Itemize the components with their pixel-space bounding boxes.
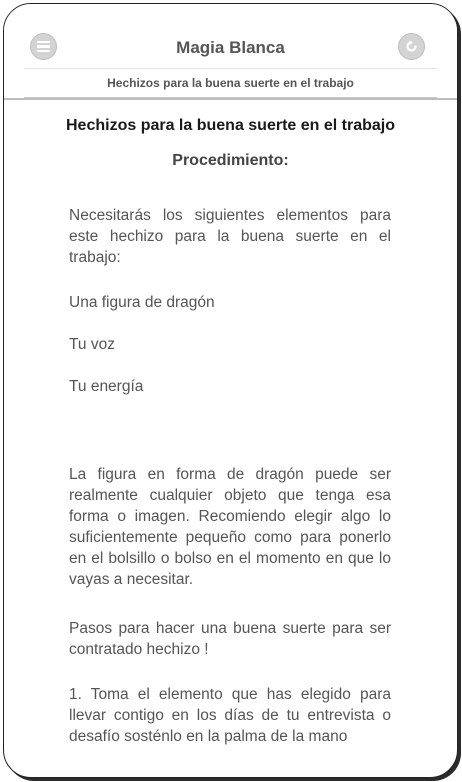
section-heading: Procedimiento: — [172, 152, 289, 169]
article-paragraph: La figura en forma de dragón puede ser realmente cualquier objeto que tenga esa forma o imagen. Recomiendo elegir algo lo suficientemente pequeño como para ponerlo en el bolsillo o bolso en el momento en que lo vayas a necesitar. — [69, 466, 391, 588]
article-paragraph: Una figura de dragón — [69, 294, 215, 311]
article-content[interactable] — [4, 100, 457, 755]
article-title: Hechizos para la buena suerte en el trabajo — [66, 117, 395, 134]
subheader-bar: Hechizos para la buena suerte en el trabajo — [24, 68, 437, 98]
app-header — [4, 4, 457, 68]
article-paragraph: Tu energía — [69, 378, 144, 395]
back-arrow-icon — [403, 38, 420, 55]
article-paragraph: Necesitarás los siguientes elementos para este hechizo para la buena suerte en el trabajo: — [69, 207, 391, 266]
back-button[interactable] — [398, 33, 425, 60]
article-paragraph: 1. Toma el elemento que has elegido para llevar contigo en los días de tu entrevista o desafío sosténlo en la palma de la mano — [69, 686, 391, 745]
phone-frame — [3, 3, 458, 778]
app-title: Magia Blanca — [176, 38, 285, 57]
article-paragraph: Pasos para hacer una buena suerte para ser contratado hechizo ! — [69, 620, 391, 658]
article-paragraph: Tu voz — [69, 336, 115, 353]
